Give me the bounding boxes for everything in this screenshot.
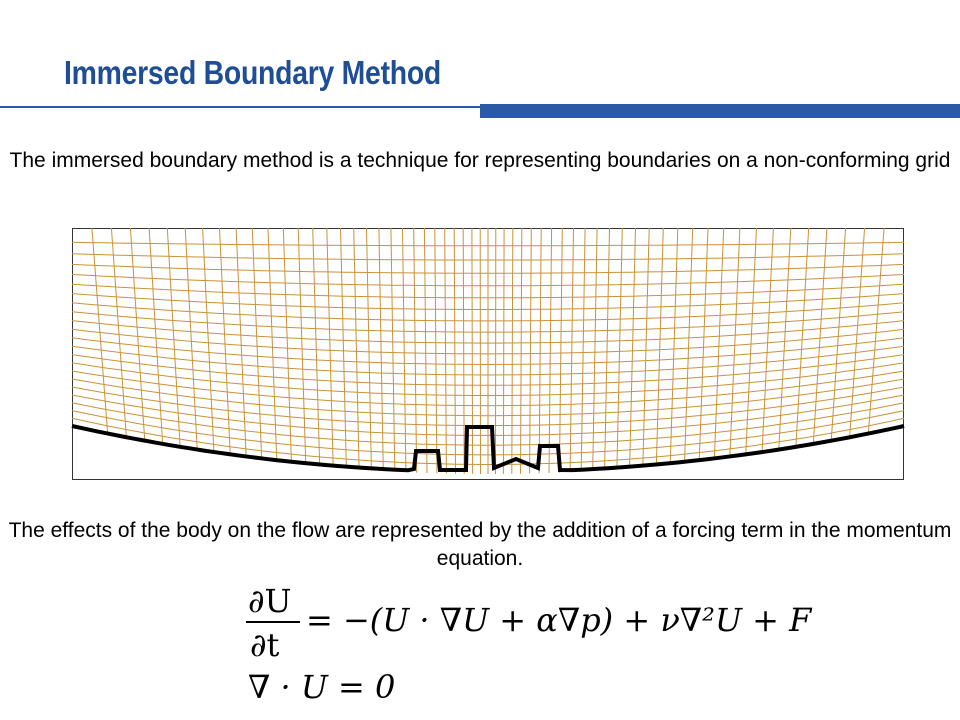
grid-diagram [72, 228, 904, 480]
effects-paragraph: The effects of the body on the flow are represented by the addition of a forcing term in the momentum equation. [8, 519, 952, 570]
grid-line-vertical [503, 228, 504, 474]
title-underline-bar [0, 104, 960, 120]
slide-title: Immersed Boundary Method [64, 54, 442, 91]
continuity-equation: ∇ · U = 0 [248, 668, 396, 706]
equation-block [240, 582, 812, 710]
momentum-numerator: ∂U [248, 582, 292, 620]
title-underline-thick [480, 104, 960, 118]
momentum-denominator: ∂t [250, 626, 280, 664]
grid-line-vertical [472, 228, 473, 474]
momentum-rhs: = −(U · ∇U + α∇p) + ν∇²U + F [306, 601, 812, 639]
intro-paragraph: The immersed boundary method is a technique for representing boundaries on a non-conforming grid [9, 149, 951, 172]
